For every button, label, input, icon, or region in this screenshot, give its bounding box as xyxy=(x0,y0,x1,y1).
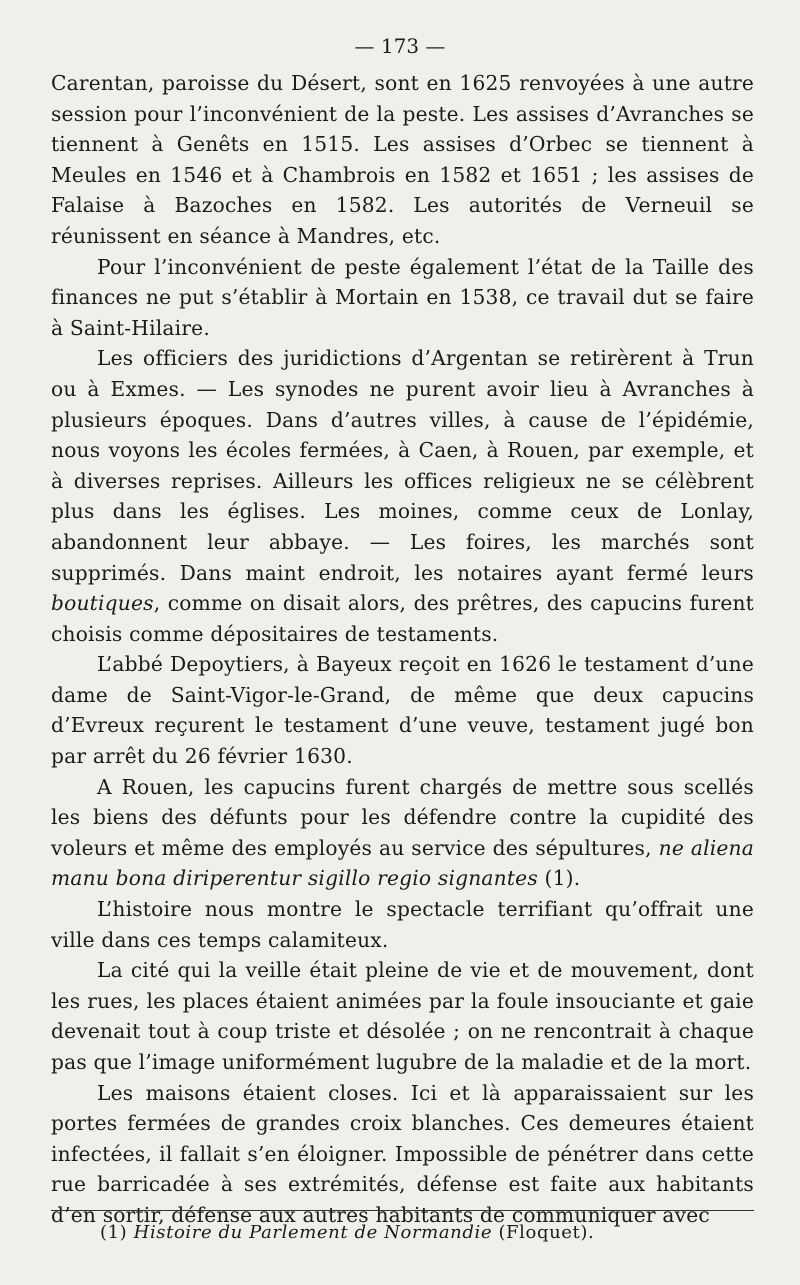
paragraph xyxy=(51,343,754,649)
text-run: Pour l’inconvénient de peste également l’état de la Taille des finances ne put s’établir à Mortain en 1538, ce travail dut se faire à Saint-Hilaire. xyxy=(51,254,754,340)
main-text xyxy=(51,68,754,1231)
footnote xyxy=(100,1222,594,1243)
text-run: A Rouen, les capucins furent chargés de mettre sous scellés les biens des défunts pour les défendre contre la cupidité des voleurs et même des employés au service des sépultures, xyxy=(51,774,754,860)
page-number: — 173 — xyxy=(354,34,446,58)
text-run: Les officiers des juridictions d’Argentan se retirèrent à Trun ou à Exmes. — Les synodes ne purent avoir lieu à Avranches à plusieurs époques. Dans d’autres villes, à cause de l’épidémie, nous voyons les écoles fermées, à Caen, à Rouen, par exemple, et à diverses reprises. Ailleurs les offices religieux ne se célèbrent plus dans les églises. Les moines, comme ceux de Lonlay, abandonnent leur abbaye. — Les foires, les marchés sont supprimés. Dans maint endroit, les notaires ayant fermé leurs xyxy=(51,346,754,585)
paragraph xyxy=(51,252,754,344)
paragraph xyxy=(51,649,754,771)
text-run: L’abbé Depoytiers, à Bayeux reçoit en 1626 le testament d’une dame de Saint-Vigor-le-Grand, de même que deux capucins d’Evreux reçurent le testament d’une veuve, testament jugé bon par arrêt du 26 février 1630. xyxy=(51,652,754,769)
text-run: L’histoire nous montre le spectacle terrifiant qu’offrait une ville dans ces temps calamiteux. xyxy=(51,897,754,952)
footnote-author: (Floquet). xyxy=(498,1222,595,1243)
paragraph xyxy=(51,894,754,955)
text-run: Les maisons étaient closes. Ici et là apparaissaient sur les portes fermées de grandes croix blanches. Ces demeures étaient infectées, il fallait s’en éloigner. Impossible de pénétrer dans cette rue barricadée à ses extrémités, défense est faite aux habitants d’en sortir, défense aux autres habitants de communiquer avec xyxy=(51,1080,754,1227)
footnote-number: (1) xyxy=(100,1222,128,1243)
text-run: La cité qui la veille était pleine de vie et de mouvement, dont les rues, les places étaient animées par la foule insouciante et gaie devenait tout à coup triste et désolée ; on ne rencontrait à chaque pas que l’image uniformément lugubre de la maladie et de la mort. xyxy=(51,958,754,1074)
paragraph xyxy=(51,772,754,894)
text-run: Carentan, paroisse du Désert, sont en 1625 renvoyées à une autre session pour l’inconvénient de la peste. Les assises d’Avranches se tiennent à Genêts en 1515. Les assises d’Orbec se tiennent à Meules en 1546 et à Chambrois en 1582 et 1651 ; les assises de Falaise à Bazoches en 1582. Les autorités de Verneuil se réunissent en séance à Mandres, etc. xyxy=(51,71,754,248)
paragraph xyxy=(51,68,754,252)
paragraph xyxy=(51,1078,754,1231)
footnote-divider xyxy=(51,1210,754,1211)
footnote-title: Histoire du Parlement de Normandie xyxy=(133,1222,493,1243)
text-run: , comme on disait alors, des prêtres, des capucins furent choisis comme dépositaires de testaments. xyxy=(51,591,754,646)
paragraph xyxy=(51,955,754,1077)
italic-phrase: ne aliena manu bona diriperentur sigillo regio signantes xyxy=(51,835,754,891)
italic-phrase: boutiques xyxy=(51,591,154,616)
text-run: (1). xyxy=(537,866,581,891)
